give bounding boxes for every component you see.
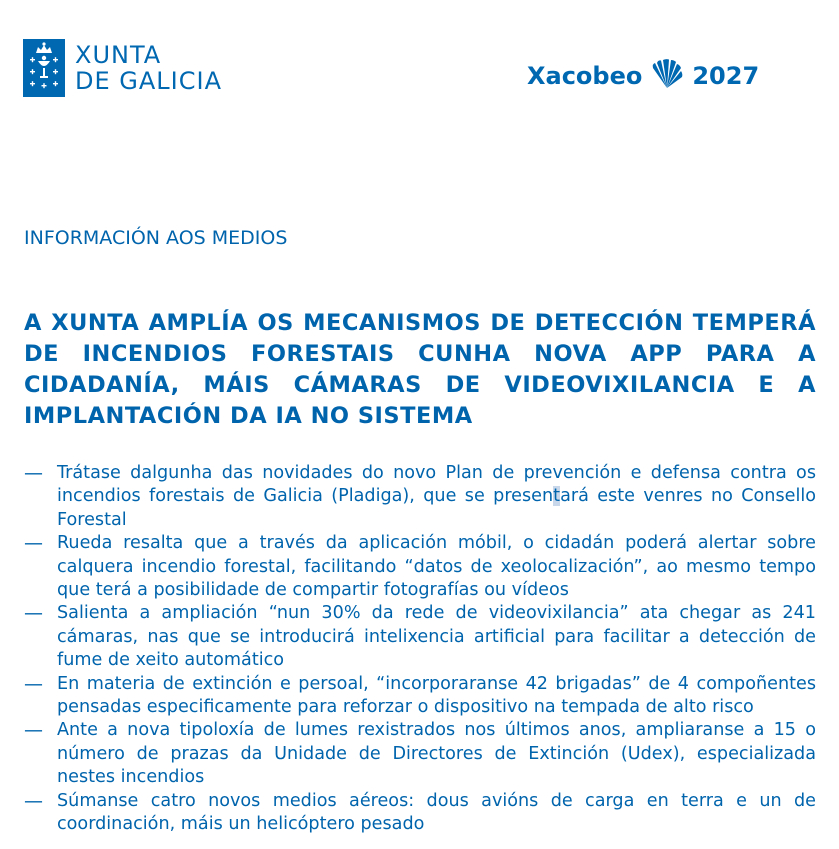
list-item	[24, 719, 816, 789]
list-item	[24, 462, 816, 532]
text-cursor-highlight: t	[553, 486, 561, 507]
bullet-dash: —	[24, 462, 43, 484]
bullet-text: Ante a nova tipoloxía de lumes rexistrados nos últimos anos, ampliaranse a 15 o número de prazas da Unidade de Directores de Extinción (Udex), especializada nestes incendios	[57, 720, 816, 788]
xunta-line1: XUNTA	[75, 41, 162, 69]
list-item	[24, 790, 816, 837]
bullet-dash: —	[24, 532, 43, 555]
press-kicker: INFORMACIÓN AOS MEDIOS	[24, 227, 288, 249]
bullet-text-part: ará este venres no Consello Forestal	[57, 486, 816, 530]
bullet-text: Súmanse catro novos medios aéreos: dous avións de carga en terra e un de coordinación, máis un helicóptero pesado	[57, 790, 816, 835]
xacobeo-year: 2027	[692, 62, 760, 90]
xunta-de-galicia-logo	[23, 39, 222, 97]
xunta-wordmark	[75, 42, 222, 94]
galicia-coat-of-arms-icon	[23, 39, 65, 97]
bullet-dash: —	[24, 602, 43, 625]
summary-bullet-list	[24, 462, 816, 837]
list-item	[24, 532, 816, 602]
bullet-text: Rueda resalta que a través da aplicación móbil, o cidadán poderá alertar sobre calquera incendio forestal, facilitando “datos de xeolocalización”, ao mesmo tempo que terá a posibilidade de compartir fotografías ou vídeos	[57, 533, 816, 601]
xacobeo-word: Xacobeo	[527, 62, 643, 90]
xunta-line2: DE GALICIA	[75, 67, 222, 95]
scallop-shell-icon	[650, 58, 684, 94]
bullet-text: En materia de extinción e persoal, “incorporaranse 42 brigadas” de 4 compoñentes pensadas especificamente para reforzar o dispositivo na tempada de alto risco	[57, 673, 816, 718]
list-item	[24, 673, 816, 720]
bullet-dash: —	[24, 719, 43, 742]
bullet-text: Salienta a ampliación “nun 30% da rede de videovixilancia” ata chegar as 241 cámaras, nas que se introducirá intelixencia artificial para facilitar a detección de fume de xeito automático	[57, 603, 816, 671]
list-item	[24, 602, 816, 672]
bullet-dash: —	[24, 672, 43, 695]
press-headline: A XUNTA AMPLÍA OS MECANISMOS DE DETECCIÓN TEMPERÁ DE INCENDIOS FORESTAIS CUNHA NOVA APP PARA A CIDADANÍA, MÁIS CÁMARAS DE VIDEOVIXILANCIA E A IMPLANTACIÓN DA IA NO SISTEMA	[24, 310, 816, 429]
bullet-text	[57, 462, 816, 532]
bullet-dash: —	[24, 789, 43, 812]
xacobeo-2027-logo	[527, 58, 759, 94]
bullet-text-part: Trátase dalgunha das novidades do novo Plan de prevención e defensa contra os incendios forestais de Galicia (Pladiga), que se presen	[57, 463, 816, 507]
